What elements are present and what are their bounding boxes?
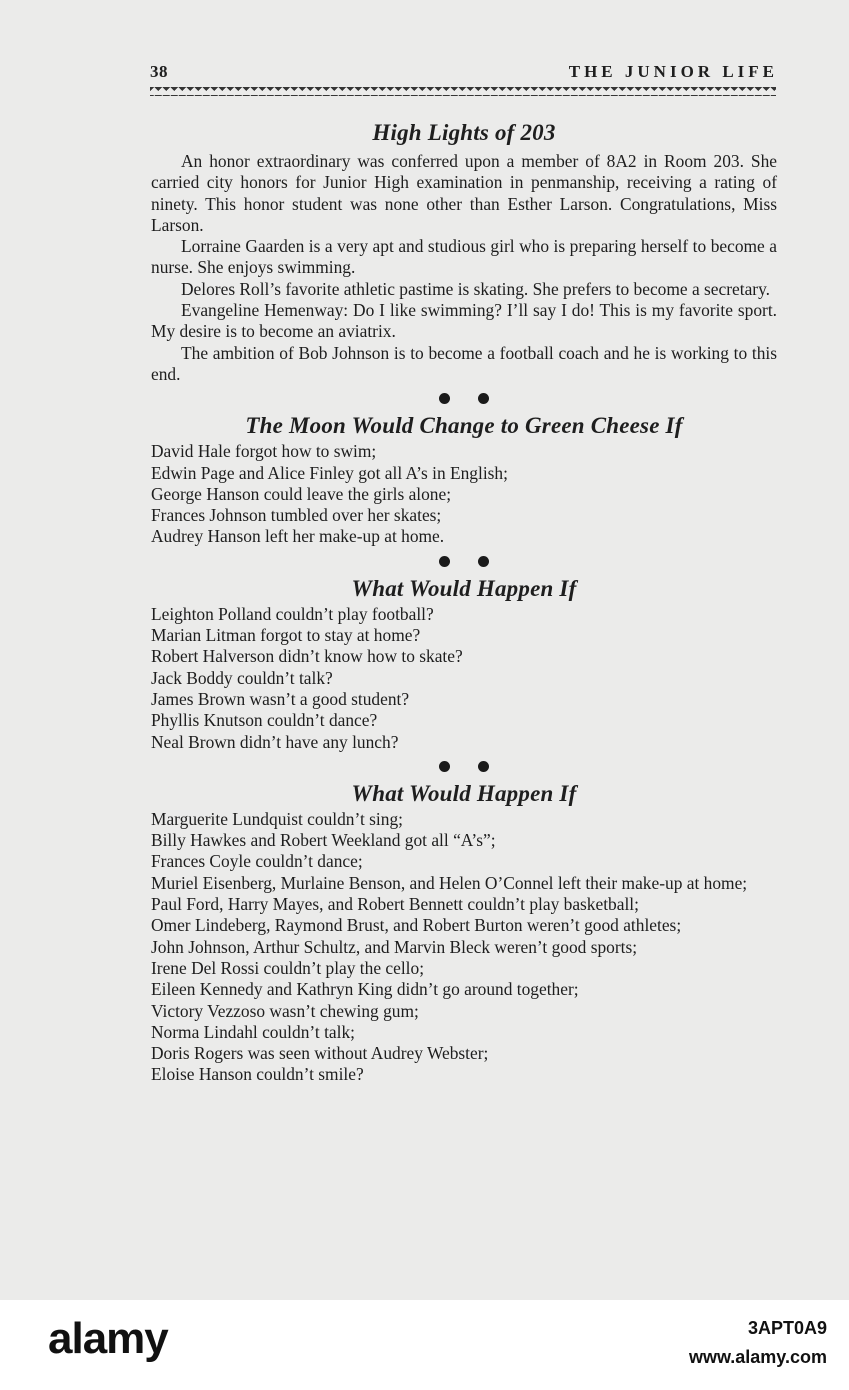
list-line: Neal Brown didn’t have any lunch? <box>151 731 399 752</box>
section-title: High Lights of 203 <box>372 120 556 145</box>
section-title: What Would Happen If <box>351 780 577 806</box>
list-line: Edwin Page and Alice Finley got all A’s in English; <box>151 462 508 483</box>
list-line: John Johnson, Arthur Schultz, and Marvin Bleck weren’t good sports; <box>151 936 638 957</box>
list-line: Phyllis Knutson couldn’t dance? <box>151 710 378 731</box>
list-line: Jack Boddy couldn’t talk? <box>151 667 333 688</box>
list-line: Frances Johnson tumbled over her skates; <box>151 505 442 526</box>
article-body <box>151 118 777 1086</box>
bullet-separator <box>151 550 777 574</box>
section-title: The Moon Would Change to Green Cheese If <box>245 413 683 439</box>
list-line: Leighton Polland couldn’t play football? <box>151 603 434 624</box>
list-line: Paul Ford, Harry Mayes, and Robert Bennett couldn’t play basketball; <box>151 894 639 915</box>
separator-dot <box>439 556 450 567</box>
alamy-logo: alamy <box>48 1314 168 1363</box>
list-line: Norma Lindahl couldn’t talk; <box>151 1021 355 1042</box>
list-line: Victory Vezzoso wasn’t chewing gum; <box>151 1000 419 1021</box>
watermark-footer <box>0 1300 849 1390</box>
list-line: Omer Lindeberg, Raymond Brust, and Robert Burton weren’t good athletes; <box>151 915 682 936</box>
paragraph: Evangeline Hemenway: Do I like swimming? I’ll say I do! This is my favorite sport. My desire is to become an aviatrix. <box>151 300 777 342</box>
separator-dot <box>478 556 489 567</box>
list-line: Audrey Hanson left her make-up at home. <box>151 526 445 547</box>
image-id: 3APT0A9 <box>747 1318 827 1338</box>
list-line: Eileen Kennedy and Kathryn King didn’t go around together; <box>151 979 579 1000</box>
list-line: Billy Hawkes and Robert Weekland got all “A’s”; <box>151 830 496 851</box>
page-header <box>150 62 778 86</box>
separator-dot <box>439 761 450 772</box>
list-line: Doris Rogers was seen without Audrey Webster; <box>151 1043 489 1064</box>
section-what-would-happen-1 <box>151 574 777 753</box>
footer-url: www.alamy.com <box>688 1347 827 1367</box>
section-green-cheese <box>151 411 777 547</box>
separator-dot <box>439 393 450 404</box>
running-title: THE JUNIOR LIFE <box>568 62 778 81</box>
paragraph: The ambition of Bob Johnson is to become a football coach and he is working to this end. <box>151 342 777 384</box>
list-line: Robert Halverson didn’t know how to skate? <box>151 646 463 667</box>
paragraph: Lorraine Gaarden is a very apt and studious girl who is preparing herself to become a nurse. She enjoys swimming. <box>151 236 777 278</box>
bullet-separator <box>151 387 777 411</box>
bullet-separator <box>151 755 777 779</box>
section-title: What Would Happen If <box>351 575 577 601</box>
list-line: Frances Coyle couldn’t dance; <box>151 851 363 872</box>
list-line: James Brown wasn’t a good student? <box>151 688 410 709</box>
separator-dot <box>478 393 489 404</box>
paragraph: Delores Roll’s favorite athletic pastime is skating. She prefers to become a secretary. <box>181 278 770 299</box>
list-line: David Hale forgot how to swim; <box>151 441 377 462</box>
paragraph: An honor extraordinary was conferred upon a member of 8A2 in Room 203. She carried city honors for Junior High examination in penmanship, receiving a rating of ninety. This honor student was none other than Esther Larson. Congratulations, Miss Larson. <box>151 151 777 235</box>
list-line: Eloise Hanson couldn’t smile? <box>151 1064 364 1085</box>
list-line: George Hanson could leave the girls alone; <box>151 483 452 504</box>
section-what-would-happen-2 <box>151 779 777 1086</box>
section-high-lights <box>151 118 777 385</box>
ornamental-rule <box>150 87 776 96</box>
list-line: Marian Litman forgot to stay at home? <box>151 625 421 646</box>
list-line: Marguerite Lundquist couldn’t sing; <box>151 808 403 829</box>
page-number: 38 <box>150 62 168 81</box>
list-line: Irene Del Rossi couldn’t play the cello; <box>151 957 425 978</box>
separator-dot <box>478 761 489 772</box>
list-line: Muriel Eisenberg, Murlaine Benson, and Helen O’Connel left their make-up at home; <box>151 872 748 893</box>
